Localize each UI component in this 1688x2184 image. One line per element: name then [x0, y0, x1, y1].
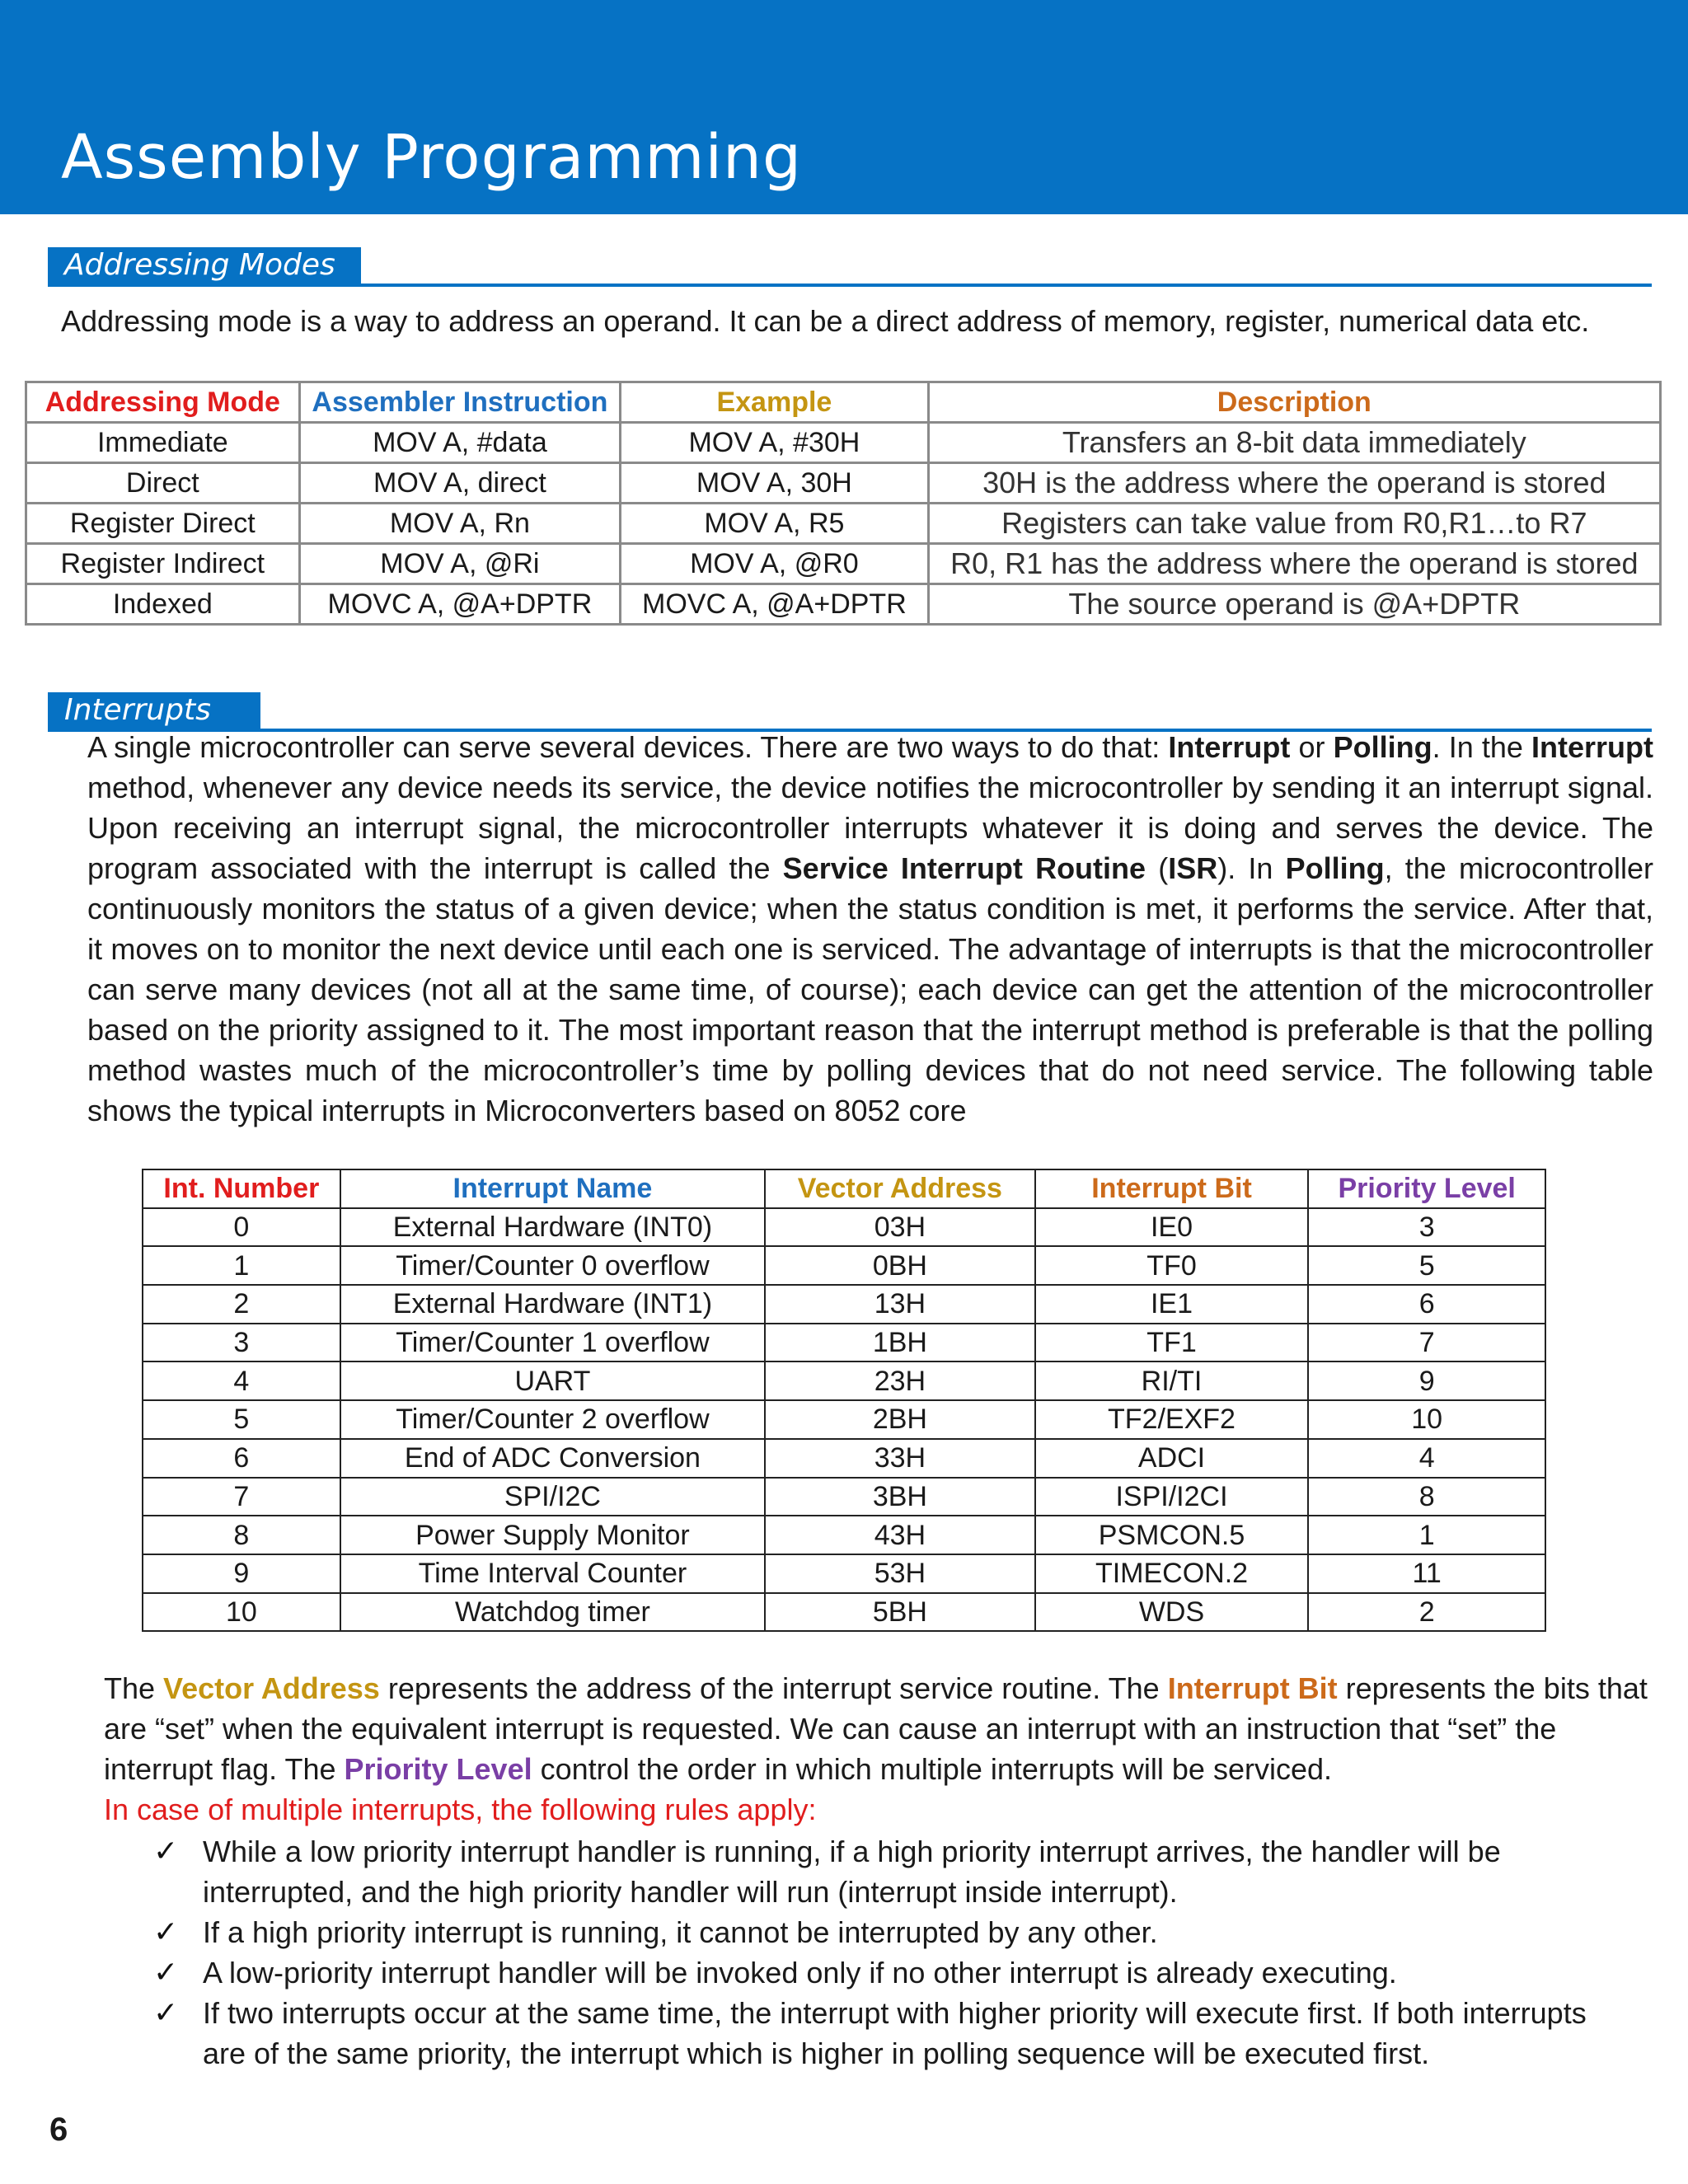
column-header: Priority Level [1308, 1169, 1545, 1208]
table-cell: Transfers an 8-bit data immediately [928, 423, 1660, 463]
table-cell: WDS [1035, 1593, 1309, 1632]
table-cell: 0 [143, 1208, 340, 1247]
bold-term: Polling [1333, 730, 1432, 764]
table-cell: 1BH [765, 1324, 1035, 1362]
table-cell: Register Direct [26, 504, 300, 544]
table-cell: ISPI/I2CI [1035, 1478, 1309, 1516]
addressing-modes-table [25, 381, 1662, 626]
table-row [26, 463, 1661, 504]
column-header: Interrupt Name [340, 1169, 765, 1208]
addressing-intro: Addressing mode is a way to address an operand. It can be a direct address of memory, register, numerical data etc. [61, 304, 1590, 338]
checkmark-icon: ✓ [153, 1996, 179, 2030]
table-row [143, 1439, 1545, 1478]
table-cell: The source operand is @A+DPTR [928, 584, 1660, 625]
table-cell: IE0 [1035, 1208, 1309, 1247]
text-run: A single microcontroller can serve several devices. There are two ways to do that: [87, 730, 1169, 764]
table-cell: 5 [1308, 1246, 1545, 1285]
rule-text: If two interrupts occur at the same time, the interrupt with higher priority will execute first. If both interrupts are of the same priority, the interrupt which is higher in polling sequence will be executed first. [203, 1996, 1587, 2070]
table-cell: End of ADC Conversion [340, 1439, 765, 1478]
text-run: represents the address of the interrupt service routine. The [379, 1671, 1168, 1705]
list-item [153, 1952, 1637, 1993]
column-header: Interrupt Bit [1035, 1169, 1309, 1208]
table-cell: MOV A, #data [299, 423, 620, 463]
bold-term: ISR [1168, 851, 1218, 885]
table-cell: SPI/I2C [340, 1478, 765, 1516]
text-run: method, whenever any device needs its service, the device notifies the microcontroller by sending it an interrupt signal. Upon receiving an interrupt signal, the microcontroller interrupts whatever it is doing and serves the device. The program associated with the interrupt is called the [87, 771, 1653, 885]
table-cell: 5BH [765, 1593, 1035, 1632]
table-cell: 3 [1308, 1208, 1545, 1247]
table-cell: MOV A, Rn [299, 504, 620, 544]
table-cell: 0BH [765, 1246, 1035, 1285]
table-cell: Timer/Counter 1 overflow [340, 1324, 765, 1362]
checkmark-icon: ✓ [153, 1956, 179, 1990]
page-number: 6 [49, 2111, 68, 2148]
table-cell: Direct [26, 463, 300, 504]
highlight-term: Vector Address [163, 1671, 380, 1705]
header-banner [0, 0, 1688, 214]
table-cell: 13H [765, 1285, 1035, 1324]
table-cell: 23H [765, 1361, 1035, 1400]
table-cell: 53H [765, 1554, 1035, 1593]
interrupts-paragraph [87, 727, 1653, 1131]
table-row [26, 423, 1661, 463]
column-header: Example [621, 382, 929, 423]
table-cell: 30H is the address where the operand is stored [928, 463, 1660, 504]
column-header: Description [928, 382, 1660, 423]
table-cell: 8 [143, 1516, 340, 1554]
table-cell: TIMECON.2 [1035, 1554, 1309, 1593]
list-item [153, 1912, 1637, 1952]
table-cell: TF0 [1035, 1246, 1309, 1285]
table-cell: Immediate [26, 423, 300, 463]
interrupts-table [142, 1169, 1546, 1632]
bold-term: Interrupt [1168, 730, 1291, 764]
bold-term: Interrupt [1531, 730, 1654, 764]
table-cell: 7 [143, 1478, 340, 1516]
table-cell: R0, R1 has the address where the operand is stored [928, 544, 1660, 584]
table-row [26, 544, 1661, 584]
table-cell: ADCI [1035, 1439, 1309, 1478]
section-tab-interrupts: Interrupts [48, 692, 260, 729]
table-cell: MOV A, #30H [621, 423, 929, 463]
table-cell: 3BH [765, 1478, 1035, 1516]
highlight-term: Interrupt Bit [1167, 1671, 1338, 1705]
table-cell: 33H [765, 1439, 1035, 1478]
table-cell: 4 [1308, 1439, 1545, 1478]
text-run: , the microcontroller continuously monitors the status of a given device; when the status condition is met, it performs the service. After that, it moves on to monitor the next device until each one is serviced. The advantage of interrupts is that the microcontroller can serve many devices (not all at the same time, of course); each device can get the attention of the microcontroller based on the priority assigned to it. The most important reason that the interrupt method is preferable is that the polling method wastes much of the microcontroller’s time by polling devices that do not need service. The following table shows the typical interrupts in Microconverters based on 8052 core [87, 851, 1653, 1127]
table-cell: 43H [765, 1516, 1035, 1554]
table-cell: 2 [1308, 1593, 1545, 1632]
page-title: Assembly Programming [61, 122, 802, 193]
column-header: Assembler Instruction [299, 382, 620, 423]
table-row [143, 1478, 1545, 1516]
text-run: or [1290, 730, 1334, 764]
table-row [143, 1554, 1545, 1593]
table-cell: Watchdog timer [340, 1593, 765, 1632]
table-cell: MOVC A, @A+DPTR [299, 584, 620, 625]
table-cell: PSMCON.5 [1035, 1516, 1309, 1554]
table-cell: 1 [1308, 1516, 1545, 1554]
table-cell: 8 [1308, 1478, 1545, 1516]
rules-list [153, 1831, 1637, 2074]
table-row [143, 1285, 1545, 1324]
column-header: Int. Number [143, 1169, 340, 1208]
table-cell: External Hardware (INT0) [340, 1208, 765, 1247]
table-row [143, 1400, 1545, 1439]
list-item [153, 1993, 1637, 2074]
table-cell: 03H [765, 1208, 1035, 1247]
section-rule [48, 284, 1652, 287]
table-cell: Time Interval Counter [340, 1554, 765, 1593]
rule-text: While a low priority interrupt handler is running, if a high priority interrupt arrives, the handler will be interrupted, and the high priority handler will run (interrupt inside interrupt). [203, 1835, 1501, 1909]
section-tab-addressing: Addressing Modes [48, 247, 361, 284]
table-cell: MOV A, @Ri [299, 544, 620, 584]
table-row [143, 1208, 1545, 1247]
table-cell: 7 [1308, 1324, 1545, 1362]
table-row [143, 1361, 1545, 1400]
table-cell: Timer/Counter 2 overflow [340, 1400, 765, 1439]
table-cell: 9 [143, 1554, 340, 1593]
text-run: represents the bits that are “set” when the equivalent interrupt is requested. We can cause an interrupt with an instruction that “set” the interrupt flag. The [104, 1671, 1648, 1786]
table-cell: 2BH [765, 1400, 1035, 1439]
table-cell: 2 [143, 1285, 340, 1324]
table-cell: 6 [1308, 1285, 1545, 1324]
table-cell: 11 [1308, 1554, 1545, 1593]
table-cell: 3 [143, 1324, 340, 1362]
bold-term: Service Interrupt Routine [782, 851, 1146, 885]
rule-text: If a high priority interrupt is running, it cannot be interrupted by any other. [203, 1915, 1158, 1949]
text-run: control the order in which multiple interrupts will be serviced. [532, 1752, 1333, 1786]
interrupts-table-body [143, 1208, 1545, 1632]
table-cell: MOV A, 30H [621, 463, 929, 504]
list-item [153, 1831, 1637, 1912]
table-cell: 4 [143, 1361, 340, 1400]
table-cell: 10 [143, 1593, 340, 1632]
table-cell: 5 [143, 1400, 340, 1439]
table-cell: MOV A, R5 [621, 504, 929, 544]
table-cell: Register Indirect [26, 544, 300, 584]
table-header-row [143, 1169, 1545, 1208]
checkmark-icon: ✓ [153, 1835, 179, 1868]
table-cell: Power Supply Monitor [340, 1516, 765, 1554]
table-row [143, 1246, 1545, 1285]
table-row [26, 504, 1661, 544]
table-cell: MOV A, direct [299, 463, 620, 504]
rule-text: A low-priority interrupt handler will be invoked only if no other interrupt is already executing. [203, 1956, 1397, 1990]
vector-explanation [104, 1668, 1653, 1830]
table-cell: RI/TI [1035, 1361, 1309, 1400]
rules-title: In case of multiple interrupts, the following rules apply: [104, 1793, 817, 1826]
checkmark-icon: ✓ [153, 1915, 179, 1949]
highlight-term: Priority Level [344, 1752, 532, 1786]
table-cell: TF2/EXF2 [1035, 1400, 1309, 1439]
table-cell: Registers can take value from R0,R1…to R7 [928, 504, 1660, 544]
table-cell: IE1 [1035, 1285, 1309, 1324]
column-header: Addressing Mode [26, 382, 300, 423]
text-run: The [104, 1671, 164, 1705]
table-cell: External Hardware (INT1) [340, 1285, 765, 1324]
table-cell: 10 [1308, 1400, 1545, 1439]
text-run: . In the [1432, 730, 1532, 764]
table-cell: MOVC A, @A+DPTR [621, 584, 929, 625]
table-header-row [26, 382, 1661, 423]
table-cell: Timer/Counter 0 overflow [340, 1246, 765, 1285]
table-row [143, 1324, 1545, 1362]
table-cell: MOV A, @R0 [621, 544, 929, 584]
column-header: Vector Address [765, 1169, 1035, 1208]
text-run: ). In [1217, 851, 1286, 885]
table-cell: UART [340, 1361, 765, 1400]
table-row [143, 1516, 1545, 1554]
table-row [143, 1593, 1545, 1632]
bold-term: Polling [1285, 851, 1385, 885]
table-row [26, 584, 1661, 625]
table-cell: Indexed [26, 584, 300, 625]
table-cell: 1 [143, 1246, 340, 1285]
table-cell: 9 [1308, 1361, 1545, 1400]
text-run: ( [1146, 851, 1169, 885]
table-cell: 6 [143, 1439, 340, 1478]
table-cell: TF1 [1035, 1324, 1309, 1362]
